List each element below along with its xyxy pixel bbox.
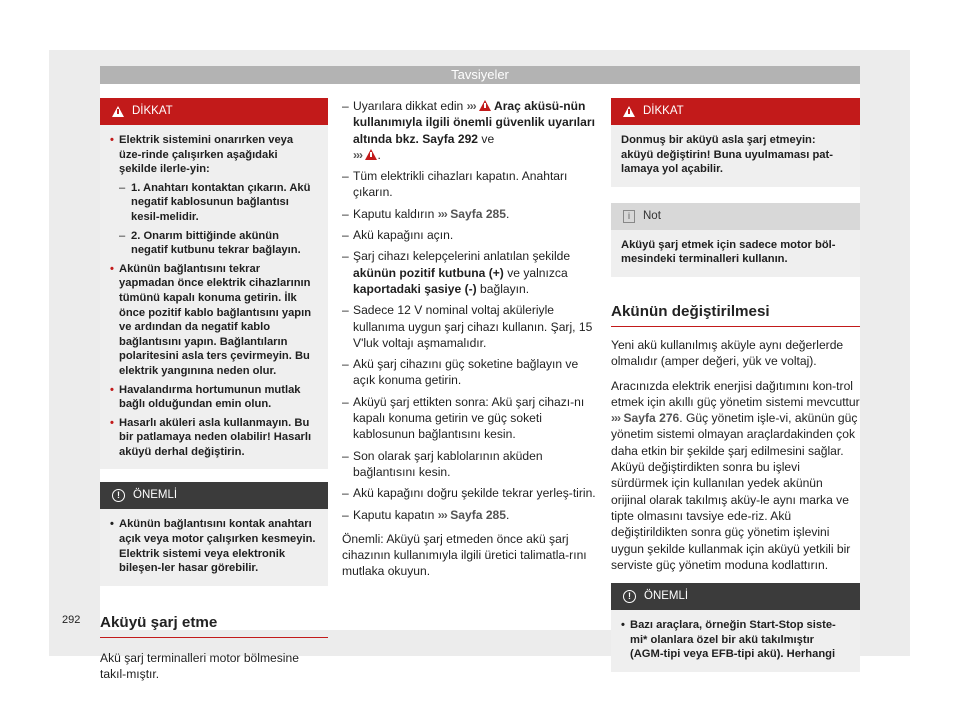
- paragraph-text: . Güç yönetim işle-vi, akünün güç yönetim sistemi olmayan araçlardakinden çok daha etkin bir şekilde şarj edilmesini sağlar. Aküyü değiştirdikten sonra bu işlevi sürdürmek için kullanılan yedek akünün orijinal olarak takılmış aküy-le aynı marka ve tipte olmasını tavsiye ede-riz. Akü değiştirildikten sonra güç yönetim işlevini uygun şekilde kullanmak için aküyü yetkili bir serviste güç yönetim moduna kodlattırın.: [611, 411, 858, 572]
- step-text: ve yalnızca: [503, 265, 568, 280]
- step-text: Akü kapağını doğru şekilde tekrar yerleş-tirin.: [353, 486, 596, 501]
- step-text: .: [506, 507, 510, 522]
- column-left: [100, 84, 328, 682]
- cross-reference-arrow: ›››: [437, 206, 447, 221]
- page-reference-link[interactable]: Sayfa 285: [450, 206, 506, 221]
- chapter-header: Tavsiyeler: [100, 66, 860, 84]
- important-title: ÖNEMLİ: [133, 489, 178, 502]
- note-icon: i: [623, 210, 635, 223]
- cross-reference-arrow: ›››: [466, 99, 476, 113]
- section-title: Akünün değiştirilmesi: [611, 303, 860, 327]
- warning-bullet: Hasarlı aküleri asla kullanmayın. Bu bir patlamaya neden olabilir! Hasarlı aküyü derhal değiştirin.: [119, 416, 312, 458]
- cross-reference-arrow: ›››: [353, 147, 363, 162]
- column-right: [611, 98, 860, 672]
- info-circle-icon: !: [112, 489, 125, 502]
- warning-box-body: • Elektrik sistemini onarırken veya üze-rinde çalışırken aşağıdaki şekilde ilerle-yin: – 1. Anahtarı kontaktan çıkarın. Akü negatif kablosunun bağlantısı kesil-melidir. – 2. Onarım bittiğinde akünün negatif kutbunu tekrar bağlayın. • Akünün bağlantısını tekrar yapmadan önce elektrik cihazlarının tümünü kapalı konuma getirin. İlk önce pozitif kablo bağlantısını yapın ve ardından da negatif kablo bağlantısını yapın. Bağlantıların polaritesini asla ters çevirmeyin. Bu elektrik yangınına neden olur. • Havalandırma hortumunun mutlak bağlı olduğundan emin olun. • Hasarlı aküleri asla kullanmayın. Bu bir patlamaya neden olabilir! Hasarlı aküyü derhal değiştirin.: [100, 125, 328, 469]
- important-text: Akünün bağlantısını kontak anahtarı açık veya motor çalışırken kesmeyin. Elektrik sistemi veya elektronik bileşen-ler hasar görebilir.: [119, 518, 316, 575]
- manual-page: [100, 84, 860, 682]
- important-box: [100, 482, 328, 585]
- warning-box: [611, 98, 860, 187]
- warning-step: 1. Anahtarı kontaktan çıkarın. Akü negatif kablosunun bağlantısı kesil-melidir.: [131, 181, 311, 223]
- important-box-header: [611, 583, 860, 610]
- step-text: Sadece 12 V nominal voltaj aküleriyle kullanıma uygun şarj cihazı kullanın. Şarj, 15 V'luk voltajı aşmamalıdır.: [353, 303, 593, 350]
- note-box-header: [611, 203, 860, 230]
- procedure-step: – Son olarak şarj kablolarının aküden bağlantısını kesin.: [342, 448, 600, 481]
- step-text: Kaputu kapatın: [353, 507, 438, 522]
- warning-icon: [365, 149, 377, 160]
- page-reference-link[interactable]: Sayfa 276: [623, 411, 680, 426]
- warning-box-header: [100, 98, 328, 125]
- charging-note-paragraph: Önemli: Aküyü şarj etmeden önce akü şarj cihazının kullanımıyla ilgili üretici talimatla-rını mutlaka okuyun.: [342, 531, 587, 579]
- warning-text: Donmuş bir aküyü asla şarj etmeyin: aküyü değiştirin! Buna uyulmaması pat-lamaya yol açabilir.: [621, 134, 833, 176]
- step-text: ve: [478, 131, 495, 146]
- warning-step: 2. Onarım bittiğinde akünün negatif kutbunu tekrar bağlayın.: [131, 229, 301, 257]
- procedure-step: – Akü kapağını açın.: [342, 228, 454, 243]
- warning-icon: [112, 106, 124, 117]
- warning-icon: [479, 100, 491, 111]
- step-bold-text: akünün pozitif kutbuna (+): [353, 265, 504, 280]
- paragraph-text: Aracınızda elektrik enerjisi dağıtımını kon-trol etmek için akıllı güç yönetim sistemi mevcuttur: [611, 378, 860, 409]
- important-text: Bazı araçlara, örneğin Start-Stop siste-mi* olanlara özel bir akü takılmıştır (AGM-tipi veya EFB-tipi akü). Herhangi: [630, 619, 836, 661]
- section-paragraph: Akü şarj terminalleri motor bölmesine takıl-mıştır.: [100, 650, 299, 682]
- note-box: [611, 203, 860, 277]
- important-box: [611, 583, 860, 672]
- warning-intro: Elektrik sistemini onarırken veya üze-rinde çalışırken aşağıdaki şekilde ilerle-yin:: [119, 134, 294, 176]
- procedure-step: – Kaputu kaldırın ››› Sayfa 285.: [342, 206, 510, 221]
- step-text: Uyarılara dikkat edin: [353, 99, 467, 113]
- step-text: Akü şarj cihazını güç soketine bağlayın ve açık konuma getirin.: [353, 357, 579, 388]
- section-title: Aküyü şarj etme: [100, 614, 328, 638]
- warning-box-header: [611, 98, 860, 125]
- step-bold-text: kaportadaki şasiye (-): [353, 281, 477, 296]
- warning-bullet: Havalandırma hortumunun mutlak bağlı olduğundan emin olun.: [119, 383, 301, 411]
- procedure-step: – Uyarılara dikkat edin ››› Araç aküsü-nün kullanımıyla ilgili önemli güvenlik uyarıları altında bkz. Sayfa 292 ve ››› .: [342, 99, 595, 162]
- procedure-step: – Aküyü şarj ettikten sonra: Akü şarj cihazı-nı kapalı konuma getirin ve güç soketi kablosunun bağlantısını kesin.: [342, 394, 600, 443]
- important-box-body: • Bazı araçlara, örneğin Start-Stop siste-mi* olanlara özel bir akü takılmıştır (AGM-tipi veya EFB-tipi akü). Herhangi: [611, 610, 860, 672]
- column-middle: [342, 98, 600, 580]
- step-text: Akü kapağını açın.: [353, 228, 454, 243]
- note-title: Not: [643, 209, 661, 222]
- important-box-header: [100, 482, 328, 509]
- step-text: bağlayın.: [476, 281, 530, 296]
- note-box-body: [611, 230, 860, 277]
- procedure-step: – Şarj cihazı kelepçelerini anlatılan şekilde akünün pozitif kutbuna (+) ve yalnızca kaportadaki şasiye (-) bağlayın.: [342, 249, 571, 296]
- step-text: Tüm elektrikli cihazları kapatın. Anahtarı çıkarın.: [353, 169, 568, 200]
- procedure-step: – Kaputu kapatın ››› Sayfa 285.: [342, 507, 510, 522]
- important-title: ÖNEMLİ: [644, 590, 689, 603]
- cross-reference-arrow: ›››: [437, 507, 447, 522]
- step-text: Kaputu kaldırın: [353, 206, 438, 221]
- warning-icon: [623, 106, 635, 117]
- cross-reference-arrow: ›››: [611, 411, 621, 426]
- warning-title: DİKKAT: [132, 105, 173, 117]
- warning-bullet: Akünün bağlantısını tekrar yapmadan önce elektrik cihazlarının tümünü kapalı konuma getirin. İlk önce pozitif kablo bağlantısını yapın ve ardından da negatif kablo bağlantısını yapın. Bağlantıların polaritesini asla ters çevirmeyin. Bu elektrik yangınına neden olur.: [119, 262, 312, 377]
- step-text: Şarj cihazı kelepçelerini anlatılan şekilde: [353, 249, 571, 264]
- procedure-step: – Sadece 12 V nominal voltaj aküleriyle kullanıma uygun şarj cihazı kullanın. Şarj, 15 V'luk voltajı aşmamalıdır.: [342, 302, 600, 351]
- warning-box: [100, 98, 328, 469]
- note-text: Aküyü şarj etmek için sadece motor böl-mesindeki terminalleri kullanın.: [621, 238, 836, 266]
- step-bold-text: Araç aküsü-nün kullanımıyla ilgili önemli güvenlik uyarıları altında bkz. Sayfa 292: [353, 99, 595, 146]
- step-text: Aküyü şarj ettikten sonra: Akü şarj cihazı-nı kapalı konuma getirin ve güç soketi kablosunun bağlantısını kesin.: [353, 394, 585, 442]
- procedure-step: – Akü kapağını doğru şekilde tekrar yerleş-tirin.: [342, 486, 596, 501]
- section-paragraph: [611, 378, 860, 574]
- step-text: Son olarak şarj kablolarının aküden bağlantısını kesin.: [353, 448, 543, 479]
- section-paragraph: Yeni akü kullanılmış aküyle aynı değerlerde olmalıdır (amper değeri, yük ve voltaj).: [611, 337, 844, 369]
- page-number: 292: [62, 614, 81, 626]
- procedure-step: – Akü şarj cihazını güç soketine bağlayın ve açık konuma getirin.: [342, 356, 600, 389]
- page-reference-link[interactable]: Sayfa 285: [450, 507, 507, 522]
- step-text: .: [506, 206, 510, 221]
- warning-box-body: [611, 125, 860, 187]
- warning-title: DİKKAT: [643, 105, 684, 117]
- procedure-step: – Tüm elektrikli cihazları kapatın. Anahtarı çıkarın.: [342, 168, 600, 201]
- important-box-body: • Akünün bağlantısını kontak anahtarı açık veya motor çalışırken kesmeyin. Elektrik sistemi veya elektronik bileşen-ler hasar görebilir.: [100, 509, 328, 585]
- info-circle-icon: !: [623, 590, 636, 603]
